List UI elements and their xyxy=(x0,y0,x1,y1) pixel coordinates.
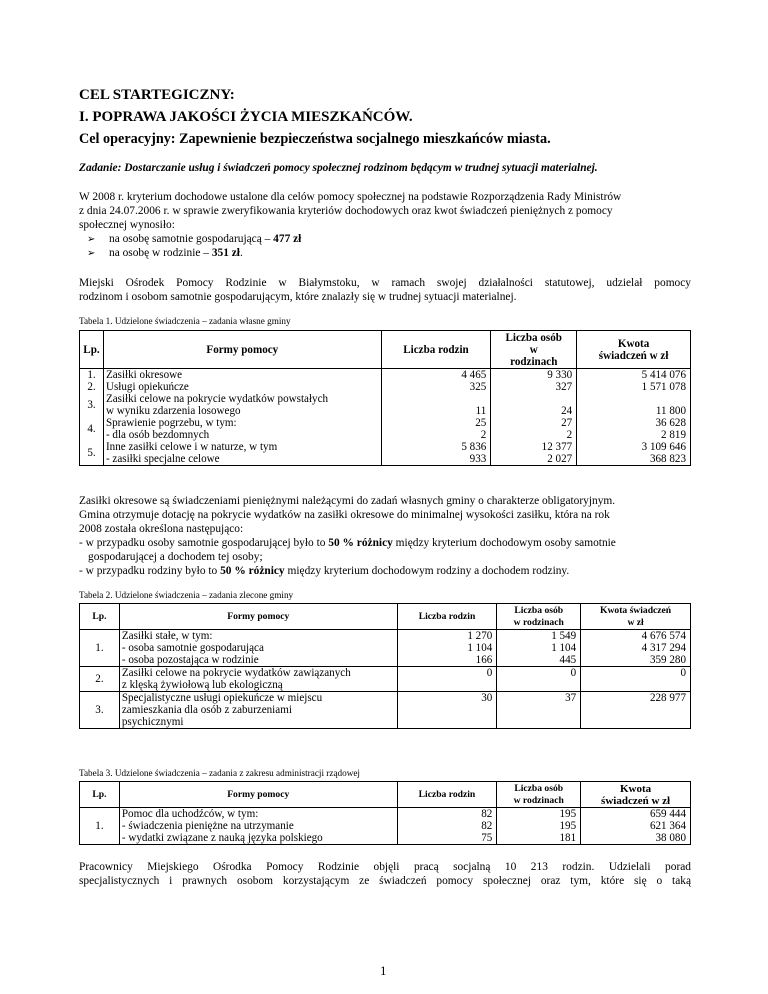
table1-header-families: Liczba rodzin xyxy=(381,331,491,369)
table-row: w wyniku zdarzenia losowego xyxy=(105,405,241,417)
table3-header-amount: Kwota świadczeń w zł xyxy=(581,782,691,808)
table3-caption: Tabela 3. Udzielone świadczenia – zadania z zakresu administracji rządowej xyxy=(79,768,360,778)
table1-families-column: 4 465 325 11 25 2 5 836 933 xyxy=(381,369,491,466)
table1-header-amount: Kwota świadczeń w zł xyxy=(577,331,691,369)
periodic-line-5: gospodarującej a dochodem tej osoby; xyxy=(88,551,263,563)
table1-forms-column xyxy=(103,369,381,466)
table2-lp-3: 3. xyxy=(80,692,120,729)
table-row: Usługi opiekuńcze xyxy=(105,381,189,393)
table3-header-persons: Liczba osób w rodzinach xyxy=(497,782,581,808)
intro-line-2: z dnia 24.07.2006 r. w sprawie zweryfikowania kryteriów dochodowych oraz kwot świadczeń pieniężnych z pomocy xyxy=(79,205,613,217)
periodic-line-2: Gmina otrzymuje dotację na pokrycie wydatków na zasiłki okresowe do minimalnej wysokości zasiłku, która na rok xyxy=(79,509,610,521)
table-row: - dla osób bezdomnych xyxy=(105,429,210,441)
table2-amount-row-1: 4 676 574 4 317 294 359 280 xyxy=(581,630,691,667)
table2-forms-row-2: Zasiłki celowe na pokrycie wydatków zawiązanych z klęską żywiołową lub ekologiczną xyxy=(119,667,397,692)
table-row: Zasiłki celowe na pokrycie wydatków powstałych xyxy=(105,393,329,405)
table2-persons-row-3: 37 xyxy=(497,692,581,729)
table3-lp-1: 1. xyxy=(80,808,120,845)
closing-line-1: Pracownicy Miejskiego Ośrodka Pomocy Rodzinie objęli pracą socjalną 10 213 rodzin. Udzielali porad xyxy=(79,861,691,873)
table1-lp-column: 1. 2. 3. 4. 5. xyxy=(80,369,104,466)
page-number: 1 xyxy=(380,963,387,978)
table2-amount-row-2: 0 xyxy=(581,667,691,692)
table2-amount-row-3: 228 977 xyxy=(581,692,691,729)
table1-header-lp: Lp. xyxy=(80,331,104,369)
table2-header-amount: Kwota świadczeń w zł xyxy=(581,604,691,630)
table2-families-row-1: 1 270 1 104 166 xyxy=(397,630,497,667)
table1-amount-column: 5 414 076 1 571 078 11 800 36 628 2 819 3 109 646 368 823 xyxy=(577,369,691,466)
periodic-line-1: Zasiłki okresowe są świadczeniami pieniężnymi należącymi do zadań własnych gminy o charakterze obligatoryjnym. xyxy=(79,495,616,507)
table2-forms-row-3: Specjalistyczne usługi opiekuńcze w miejscu zamieszkania dla osób z zaburzeniami psychicznymi xyxy=(119,692,397,729)
table1 xyxy=(79,330,691,466)
intro-line-1: W 2008 r. kryterium dochodowe ustalone dla celów pomocy społecznej na podstawie Rozporządzenia Rady Ministrów xyxy=(79,191,622,203)
strategic-heading: CEL STARTEGICZNY: xyxy=(79,87,235,103)
table-row: Zasiłki okresowe xyxy=(105,369,183,381)
table2-persons-row-1: 1 549 1 104 445 xyxy=(497,630,581,667)
bullet-single-person: ➢ na osobę samotnie gospodarującą – 477 zł xyxy=(87,233,302,245)
table2-header-families: Liczba rodzin xyxy=(397,604,497,630)
table3-persons-row-1: 195 195 181 xyxy=(497,808,581,845)
table2-header-lp: Lp. xyxy=(80,604,120,630)
arrow-bullet-icon: ➢ xyxy=(87,234,96,245)
table2-forms-row-1: Zasiłki stałe, w tym: - osoba samotnie gospodarująca - osoba pozostająca w rodzinie xyxy=(119,630,397,667)
main-goal-heading: I. POPRAWA JAKOŚCI ŻYCIA MIESZKAŃCÓW. xyxy=(79,109,413,125)
table3-header-families: Liczba rodzin xyxy=(397,782,497,808)
table3 xyxy=(79,781,691,845)
table2-header-persons: Liczba osób w rodzinach xyxy=(497,604,581,630)
mops-line-2: rodzinom i osobom samotnie gospodarującym, które znalazły się w trudnej sytuacji materialnej. xyxy=(79,291,517,303)
arrow-bullet-icon: ➢ xyxy=(87,248,96,259)
table1-persons-column: 9 330 327 24 27 2 12 377 2 027 xyxy=(491,369,577,466)
table3-amount-row-1: 659 444 621 364 38 080 xyxy=(581,808,691,845)
mops-line-1: Miejski Ośrodek Pomocy Rodzinie w Białymstoku, w ramach swojej działalności statutowej, udzielał pomocy xyxy=(79,277,691,289)
table2-persons-row-2: 0 xyxy=(497,667,581,692)
table1-caption: Tabela 1. Udzielone świadczenia – zadania własne gminy xyxy=(79,316,291,326)
table-row: Sprawienie pogrzebu, w tym: xyxy=(105,417,237,429)
periodic-line-3: 2008 została określona następująco: xyxy=(79,523,244,535)
periodic-line-4: - w przypadku osoby samotnie gospodarującej było to 50 % różnicy między kryterium dochodowym osoby samotnie xyxy=(79,537,616,549)
intro-line-3: społecznej wynosiło: xyxy=(79,219,175,231)
table2-lp-1: 1. xyxy=(80,630,120,667)
table2-families-row-2: 0 xyxy=(397,667,497,692)
closing-line-2: specjalistycznych i prawnych osobom korzystającym ze świadczeń pomocy społecznej oraz tym, które się o taką xyxy=(79,875,691,887)
periodic-line-6: - w przypadku rodziny było to 50 % różnicy między kryterium dochodowym rodziny a dochodem rodziny. xyxy=(79,565,570,577)
table2 xyxy=(79,603,691,729)
table-row: Inne zasiłki celowe i w naturze, w tym xyxy=(105,441,278,453)
table1-header-forms: Formy pomocy xyxy=(103,331,381,369)
table-row: - zasiłki specjalne celowe xyxy=(105,453,220,465)
operational-goal-heading: Cel operacyjny: Zapewnienie bezpieczeństwa socjalnego mieszkańców miasta. xyxy=(79,131,551,147)
table3-families-row-1: 82 82 75 xyxy=(397,808,497,845)
table3-header-lp: Lp. xyxy=(80,782,120,808)
bullet-family-person: ➢ na osobę w rodzinie – 351 zł. xyxy=(87,247,243,259)
task-heading: Zadanie: Dostarczanie usług i świadczeń pomocy społecznej rodzinom będącym w trudnej sytuacji materialnej. xyxy=(79,162,598,174)
table2-lp-2: 2. xyxy=(80,667,120,692)
table3-forms-row-1: Pomoc dla uchodźców, w tym: - świadczenia pieniężne na utrzymanie - wydatki związane z nauką języka polskiego xyxy=(119,808,397,845)
table2-header-forms: Formy pomocy xyxy=(119,604,397,630)
table3-header-forms: Formy pomocy xyxy=(119,782,397,808)
table2-caption: Tabela 2. Udzielone świadczenia – zadania zlecone gminy xyxy=(79,590,294,600)
table1-header-persons: Liczba osób w rodzinach xyxy=(491,331,577,369)
table2-families-row-3: 30 xyxy=(397,692,497,729)
